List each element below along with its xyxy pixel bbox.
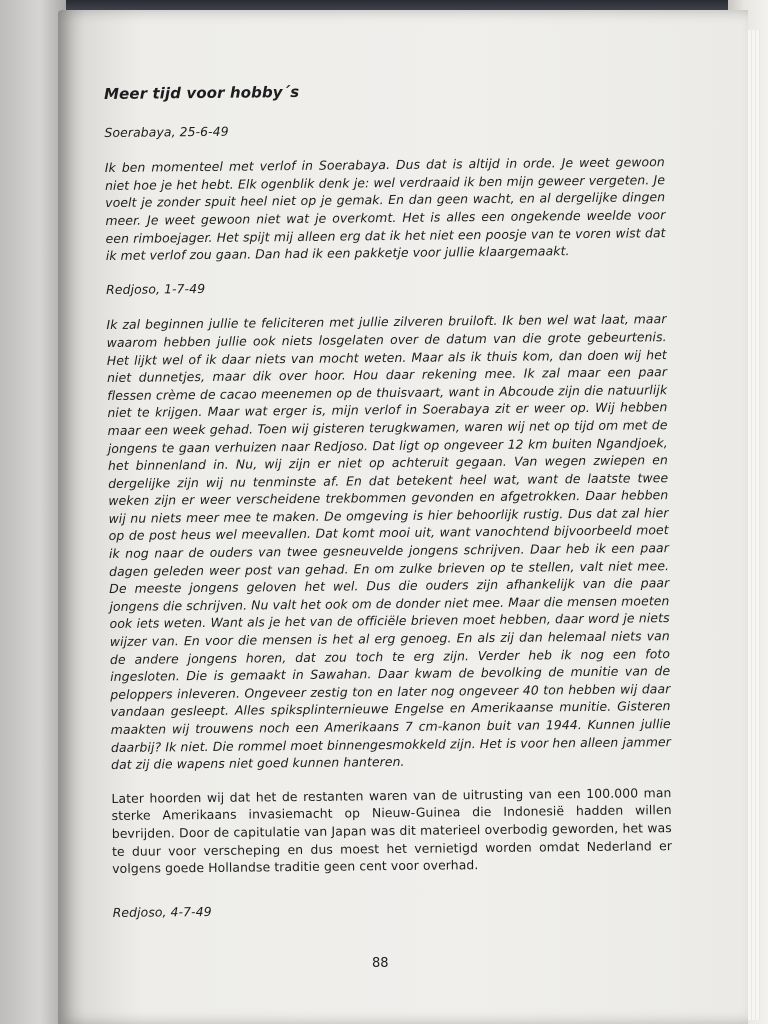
left-page-edge	[0, 0, 66, 1024]
page-number: 88	[372, 956, 389, 971]
entry-date: Soerabaya, 25-6-49	[104, 123, 229, 140]
entry-date: Redjoso, 1-7-49	[106, 280, 206, 297]
footer-date: Redjoso, 4-7-49	[112, 903, 212, 920]
editorial-note: Later hoorden wij dat het de restanten waren van de uitrusting van een 100.000 man sterke Amerikaans invasiemacht op Nieuw-Guinea die Indonesië hadden willen bevrijden. Door de capitulatie van Japan was dit materieel overbodig geworden, het was te duur voor verscheping en dus moest het vernietigd worden omdat Nederland er volgens goede Hollandse traditie geen cent voor overhad.	[111, 784, 673, 877]
entry-text: Ik zal beginnen jullie te feliciteren met jullie zilveren bruiloft. Ik ben wel wat laat, maar waarom hebben jullie ook niets losgelaten over de datum van die grote gebeurtenis. Het lijkt wel of ik daar niets van mocht weten. Maar als ik thuis kom, dan doen wij het niet dunnetjes, maar dik over hoor. Hou daar rekening mee. Ik zal maar een paar flessen crème de cacao meenemen op de thuisvaart, want in Abcoude zijn die natuurlijk niet te krijgen. Maar wat erger is, mijn verlof in Soerabaya zit er weer op. Wij hebben maar een week gehad. Toen wij gisteren terugkwamen, waren wij net op tijd om met de jongens te gaan verhuizen naar Redjoso. Dat ligt op ongeveer 12 km buiten Ngandjoek, het binnenland in. Nu, wij zijn er niet op achteruit gegaan. Van wegen zwiepen en dergelijke zijn wij nu tenminste af. En dat betekent heel wat, want de laatste twee weken zijn er weer verscheidene trekbommen gevonden en afgetrokken. Daar hebben wij nu niets meer mee te maken. De omgeving is hier behoorlijk rustig. Dus dat zal hier op de post heus wel meevallen. Dat komt mooi uit, want vanochtend bijvoorbeeld moet ik nog naar de ouders van twee gesneuvelde jongens schrijven. Daar heb ik een paar dagen geleden weer post van gehad. En om zulke brieven op te stellen, valt niet mee. De meeste jongens geloven het wel. Dus die ouders zijn afhankelijk van die paar jongens die schrijven. Nu valt het ook om de donder niet mee. Maar die mensen moeten ook iets weten. Want als je het van de officiële brieven moet hebben, daar word je niets wijzer van. En voor die mensen is het al erg genoeg. En als zij dan helemaal niets van de andere jongens horen, dat zou toch te erg zijn. Verder heb ik nog een foto ingesloten. Die is gemaakt in Sawahan. Daar kwam de bevolking de munitie van de peloppers inleveren. Ongeveer zestig ton en later nog ongeveer 40 ton hebben wij daar vandaan gesleept. Alles spiksplinternieuwe Engelse en Amerikaanse munitie. Gisteren maakten wij trouwens noch een Amerikaans 7 cm-kanon buit van 1944. Kunnen jullie daarbij? Ik niet. Die rommel moet binnengesmokkeld zijn. Het is voor hen alleen jammer dat zij die wapens niet goed kunnen hanteren.	[106, 311, 671, 773]
page-content	[104, 80, 673, 939]
chapter-title: Meer tijd voor hobby´s	[103, 82, 300, 103]
entry-text: Ik ben momenteel met verlof in Soerabaya. Dus dat is altijd in orde. Je weet gewoon niet hoe je het hebt. Elk ogenblik denk je: wel verdraaid ik ben mijn geweer vergeten. Je voelt je zonder spuit heel niet op je gemak. En dan geen wacht, en al dergelijke dingen meer. Je weet gewoon niet wat je overkomt. Het is alles een ongekende weelde voor een rimboejager. Het spijt mij alleen erg dat ik het niet een poosje van te voren wist dat ik met verlof zou gaan. Dan had ik een pakketje voor jullie klaargemaakt.	[104, 154, 666, 264]
